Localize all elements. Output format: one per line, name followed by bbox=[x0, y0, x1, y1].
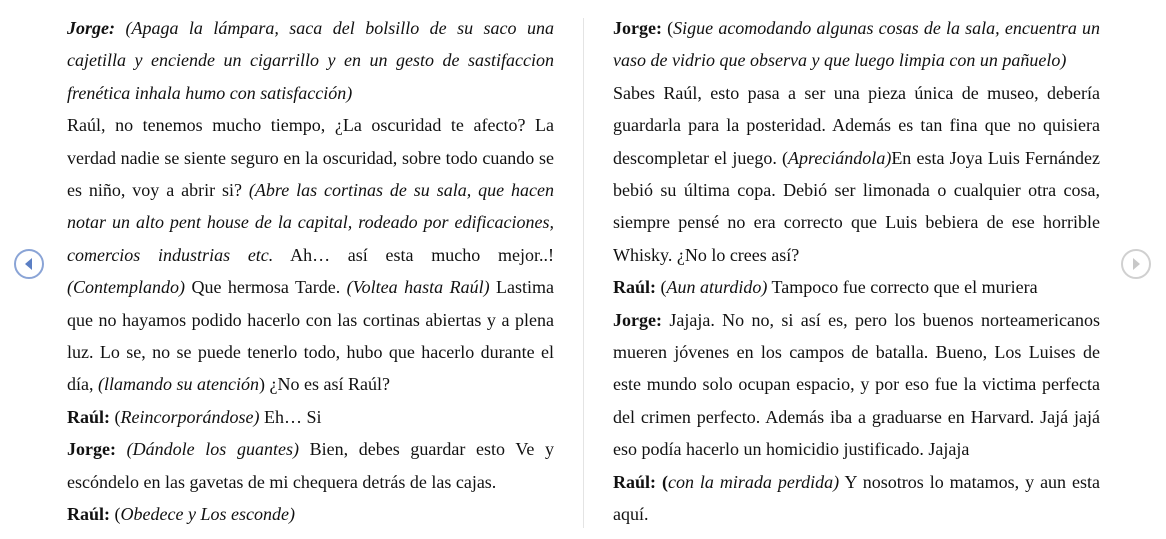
stage-direction: Sigue acomodando algunas cosas de la sala, encuentra un vaso de vidrio que observa y que luego limpia con un pañuelo) bbox=[613, 18, 1100, 71]
speaker-name: Jorge: bbox=[613, 18, 662, 38]
speaker-name: Raúl: ( bbox=[613, 471, 668, 492]
next-page-button[interactable] bbox=[1121, 249, 1151, 279]
dialogue-text: Raúl, no tenemos mucho tiempo, ¿La oscuridad te afecto? La verdad nadie se siente seguro en la oscuridad, sobre todo cuando se es niño, voy a abrir si? bbox=[67, 115, 554, 201]
stage-direction: (Contemplando) bbox=[67, 277, 185, 298]
dialogue-text: ( bbox=[656, 277, 667, 298]
speaker-name: Jorge: bbox=[613, 309, 662, 330]
stage-direction: (Abre las cortinas de su sala, que hacen notar un alto pent house de la capital, rodeado por edificaciones, comercios industrias etc. bbox=[67, 180, 554, 265]
stage-direction: Obedece y Los esconde) bbox=[120, 504, 295, 525]
right-page bbox=[613, 0, 1100, 531]
left-paragraph-3 bbox=[67, 401, 554, 433]
stage-direction: (Apaga la lámpara, saca del bolsillo de su saco una cajetilla y enciende un cigarrillo y en un gesto de sastifaccion frenética inhala humo con satisfacción) bbox=[67, 18, 554, 103]
left-paragraph-5 bbox=[67, 498, 554, 530]
left-paragraph-2 bbox=[67, 109, 554, 401]
page-divider bbox=[583, 18, 584, 528]
dialogue-text: ( bbox=[110, 406, 121, 427]
dialogue-text: Bien, debes guardar esto Ve y escóndelo en las gavetas de mi chequera detrás de las cajas. bbox=[67, 439, 554, 492]
speaker-name: Jorge: bbox=[67, 439, 116, 460]
stage-direction: con la mirada perdida) bbox=[667, 471, 840, 492]
stage-direction: Apreciándola) bbox=[788, 147, 892, 168]
chevron-right-icon bbox=[1123, 251, 1149, 277]
dialogue-text: Jajaja. No no, si así es, pero los buenos norteamericanos mueren jóvenes en los campos de batalla. Bueno, Los Luises de este mundo solo ocupan espacio, y por eso fue la victima perfecta del crimen perfecto. Además iba a graduarse en Harvard. Jajá jajá eso podía hacerlo un homicidio justificado. Jajaja bbox=[613, 309, 1100, 460]
right-paragraph-1 bbox=[613, 12, 1100, 77]
stage-direction: Reincorporándose) bbox=[120, 406, 260, 427]
dialogue-text: Eh… Si bbox=[259, 406, 322, 427]
stage-direction: (Dándole los guantes) bbox=[115, 439, 299, 460]
dialogue-text: ) ¿No es así Raúl? bbox=[258, 374, 390, 395]
dialogue-text: Lastima que no hayamos podido hacerlo con las cortinas abiertas y a plena luz. Lo se, no se puede tenerlo todo, hubo que hacerlo durante el día, bbox=[67, 277, 555, 395]
dialogue-text: Que hermosa Tarde. bbox=[184, 277, 347, 298]
right-paragraph-4 bbox=[613, 304, 1100, 466]
previous-page-button[interactable] bbox=[14, 249, 44, 279]
chevron-left-icon bbox=[16, 251, 42, 277]
dialogue-text: ( bbox=[661, 18, 674, 38]
dialogue-text: Sabes Raúl, esto pasa a ser una pieza única de museo, debería guardarla para la posteridad. Además es tan fina que no quisiera descompletar el juego. ( bbox=[613, 82, 1100, 168]
speaker-name: Raúl: bbox=[67, 504, 111, 525]
left-paragraph-4 bbox=[67, 433, 554, 498]
dialogue-text: Tampoco fue correcto que el muriera bbox=[767, 277, 1038, 298]
right-paragraph-2 bbox=[613, 77, 1100, 271]
stage-direction: (Voltea hasta Raúl) bbox=[346, 277, 490, 298]
right-paragraph-5 bbox=[613, 466, 1100, 531]
chevron-right-shape bbox=[1133, 258, 1140, 270]
speaker-name: Jorge: bbox=[67, 18, 115, 38]
stage-direction: Aun aturdido) bbox=[666, 277, 768, 298]
left-page bbox=[67, 0, 554, 531]
right-paragraph-3 bbox=[613, 271, 1100, 303]
dialogue-text: En esta Joya Luis Fernández bebió su última copa. Debió ser limonada o cualquier otra cosa, siempre pensé no era correcto que Luis bebiera de ese horrible Whisky. ¿No lo crees así? bbox=[613, 147, 1100, 265]
speaker-name: Raúl: bbox=[613, 277, 657, 298]
chevron-left-shape bbox=[25, 258, 32, 270]
dialogue-text: Ah… así esta mucho mejor..! bbox=[273, 244, 555, 265]
stage-direction: (llamando su atención bbox=[98, 374, 259, 395]
speaker-name: Raúl: bbox=[67, 406, 111, 427]
dialogue-text: Y nosotros lo matamos, y aun esta aquí. bbox=[613, 471, 1101, 525]
left-paragraph-1 bbox=[67, 12, 554, 109]
dialogue-text: ( bbox=[110, 504, 121, 525]
